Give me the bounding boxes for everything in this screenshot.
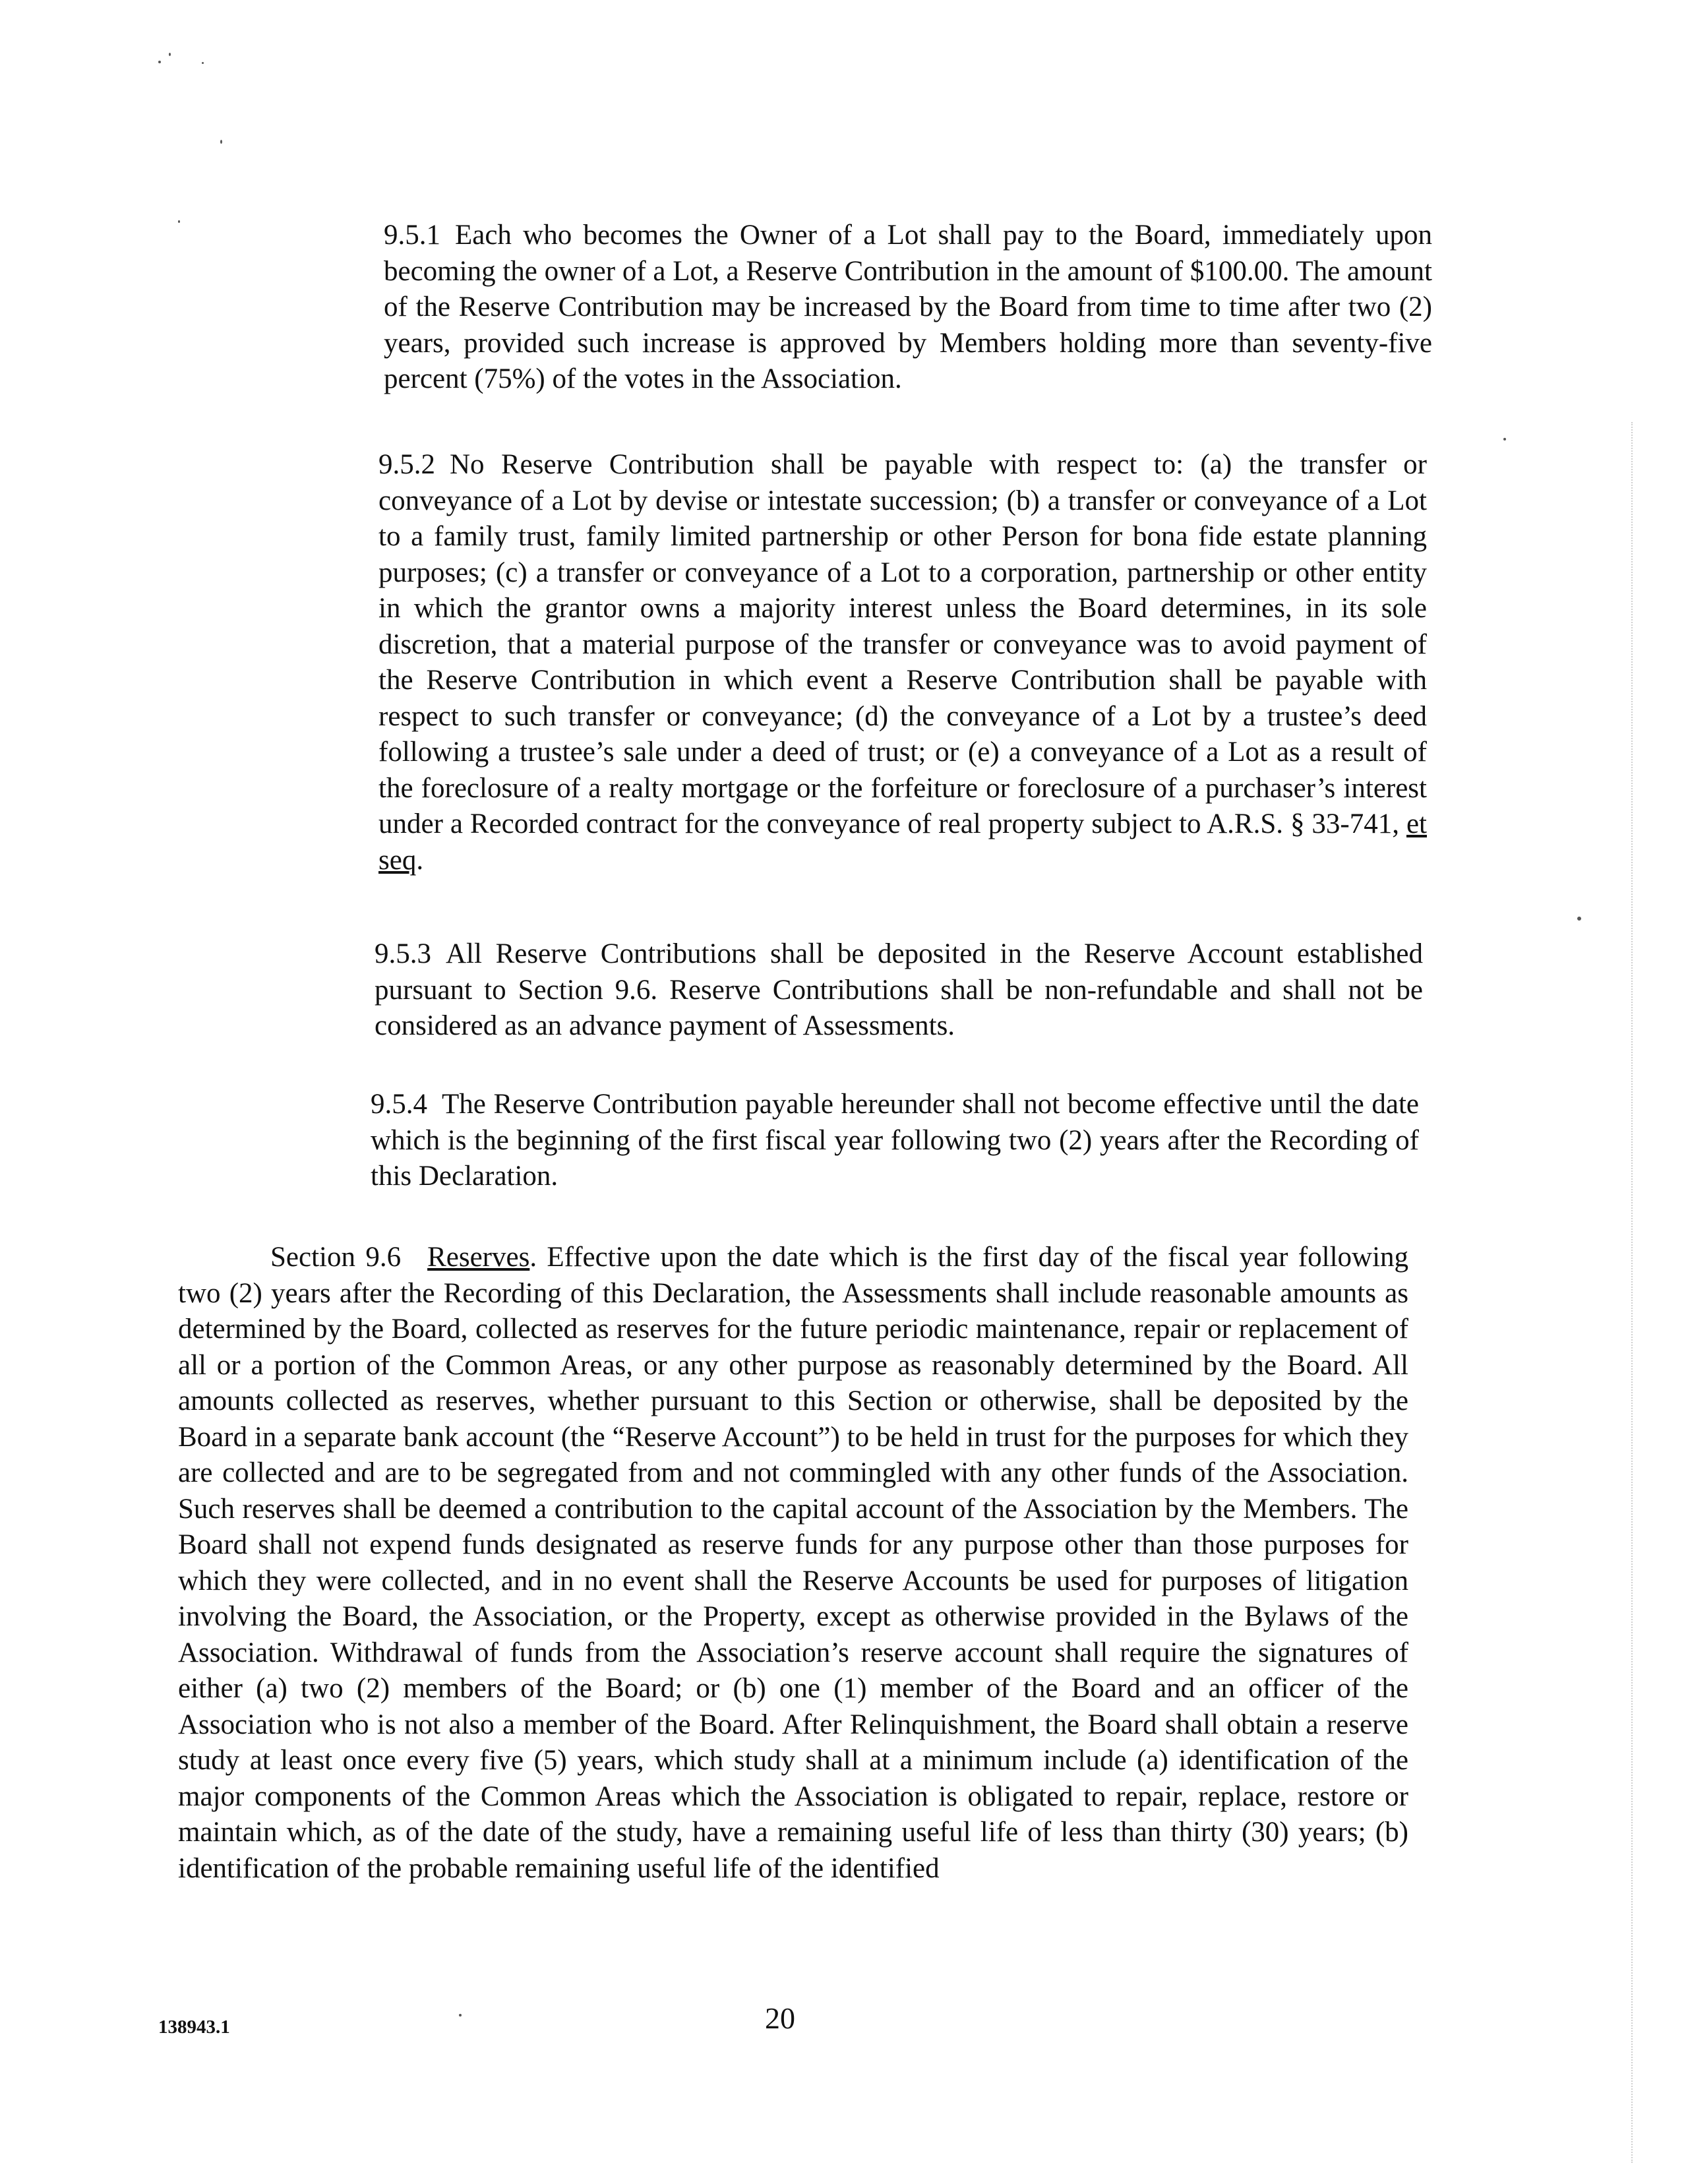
paragraph-text: All Reserve Contributions shall be deposited in the Reserve Account established pursuant to Section 9.6. Reserve Contributions shall be non-refundable and shall not be considered as an advance payment of Assessments. [375, 938, 1423, 1041]
scan-speck [158, 61, 161, 63]
latin-term: et seq [378, 808, 1427, 876]
scan-speck [178, 220, 180, 223]
paragraph-number: 9.5.2 [378, 449, 435, 480]
scan-speck [169, 53, 171, 56]
section-9-6 [178, 1240, 1408, 1887]
paragraph-number: 9.5.3 [375, 938, 431, 969]
paragraph-9-5-1 [384, 218, 1432, 398]
scan-speck [1577, 917, 1581, 921]
paragraph-number: 9.5.1 [384, 220, 440, 251]
paragraph-9-5-3 [375, 936, 1423, 1045]
scan-speck [220, 140, 222, 144]
paragraph-end: . [416, 844, 424, 876]
section-text: Effective upon the date which is the first day of the fiscal year following two (2) years after the Recording of this Declaration, the Assessments shall include reasonable amounts as determined by the Board, collected as reserves for the future periodic maintenance, repair or replacement of all or a portion of the Common Areas, or any other purpose as reasonably determined by the Board. All amounts collected as reserves, whether pursuant to this Section or otherwise, shall be deposited by the Board in a separate bank account (the “Reserve Account”) to be held in trust for the purposes for which they are collected and are to be segregated from and not commingled with any other funds of the Association. Such reserves shall be deemed a contribution to the capital account of the Association by the Members. The Board shall not expend funds designated as reserve funds for any purpose other than those purposes for which they were collected, and in no event shall the Reserve Accounts be used for purposes of litigation involving the Board, the Association, or the Property, except as otherwise provided in the Bylaws of the Association. Withdrawal of funds from the Association’s reserve account shall require the signatures of either (a) two (2) members of the Board; or (b) one (1) member of the Board and an officer of the Association who is not also a member of the Board. After Relinquishment, the Board shall obtain a reserve study at least once every five (5) years, which study shall at a minimum include (a) identification of the major components of the Common Areas which the Association is obligated to repair, replace, restore or maintain which, as of the date of the study, have a remaining useful life of less than thirty (30) years; (b) identification of the probable remaining useful life of the identified [178, 1242, 1409, 1884]
paragraph-text: Each who becomes the Owner of a Lot shall pay to the Board, immediately upon becoming the owner of a Lot, a Reserve Contribution in the amount of $100.00. The amount of the Reserve Contribution may be increased by the Board from time to time after two (2) years, provided such increase is approved by Members holding more than seventy-five percent (75%) of the votes in the Association. [384, 220, 1432, 394]
page-number: 20 [765, 2001, 795, 2035]
scan-speck [1503, 438, 1506, 440]
section-heading: Reserves [427, 1242, 530, 1273]
paragraph-9-5-4 [371, 1087, 1419, 1195]
section-heading-end: . [529, 1242, 537, 1273]
paragraph-9-5-2 [378, 447, 1427, 878]
paragraph-text: No Reserve Contribution shall be payable with respect to: (a) the transfer or conveyance of a Lot by devise or intestate succession; (b) a transfer or conveyance of a Lot to a family trust, family limited partnership or other Person for bona fide estate planning purposes; (c) a transfer or conveyance of a Lot to a corporation, partnership or other entity in which the grantor owns a majority interest unless the Board determines, in its sole discretion, that a material purpose of the transfer or conveyance was to avoid payment of the Reserve Contribution in which event a Reserve Contribution shall be payable with respect to such transfer or conveyance; (d) the conveyance of a Lot by a trustee’s deed following a trustee’s sale under a deed of trust; or (e) a conveyance of a Lot as a result of the foreclosure of a realty mortgage or the forfeiture or foreclosure of a purchaser’s interest under a Recorded contract for the conveyance of real property subject to A.R.S. § 33-741, [378, 449, 1427, 839]
scan-speck [459, 2014, 462, 2017]
section-label: Section 9.6 [270, 1242, 402, 1273]
paragraph-number: 9.5.4 [371, 1089, 427, 1120]
paragraph-text: The Reserve Contribution payable hereunder shall not become effective until the date which is the beginning of the first fiscal year following two (2) years after the Recording of this Declaration. [371, 1089, 1419, 1192]
document-id: 138943.1 [158, 2017, 230, 2038]
scan-edge-line [1631, 422, 1633, 2163]
scan-speck [202, 62, 204, 64]
